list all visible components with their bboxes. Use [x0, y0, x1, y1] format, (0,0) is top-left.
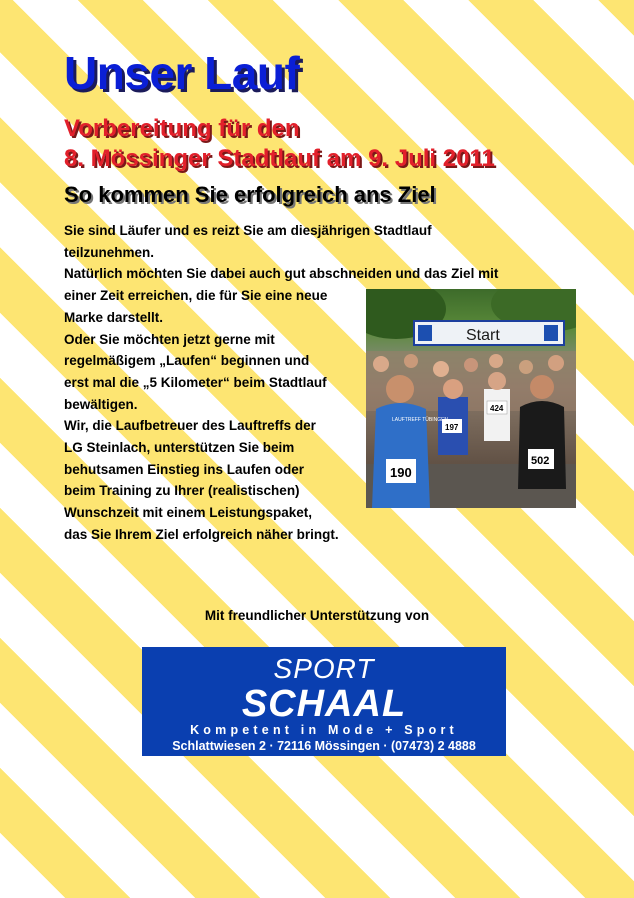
body-line: behutsamen Einstieg ins Laufen oder — [64, 461, 305, 477]
bank-logo-icon — [418, 325, 432, 341]
runners-photo — [366, 289, 576, 508]
runner-head — [530, 375, 554, 399]
bib-number: 424 — [490, 404, 504, 413]
body-line: Oder Sie möchten jetzt gerne mit — [64, 331, 275, 347]
subtitle-line-2: 8. Mössinger Stadtlauf am 9. Juli 2011 — [64, 145, 495, 172]
runner-head — [488, 372, 506, 390]
event-subtitle — [64, 114, 495, 174]
body-line: erst mal die „5 Kilometer“ beim Stadtlauf — [64, 374, 327, 390]
runners-photo-illustration — [366, 289, 576, 508]
body-line: Wir, die Laufbetreuer des Lauftreffs der — [64, 418, 316, 434]
support-text: Mit freundlicher Unterstützung von — [204, 608, 430, 623]
runner-head — [433, 361, 449, 377]
shirt-print: LAUFTREFF TÜBINGEN — [392, 417, 449, 423]
runner-head — [464, 358, 478, 372]
bib-number: 190 — [390, 465, 412, 480]
bib-number: 502 — [531, 455, 550, 467]
runner-head — [548, 355, 564, 371]
sponsor-ad — [142, 647, 506, 756]
runner-head — [443, 379, 463, 399]
body-line: Sie sind Läufer und es reizt Sie am diesjährigen Stadtlauf — [64, 223, 432, 238]
runner-head — [373, 356, 389, 372]
body-line: LG Steinlach, unterstützen Sie beim — [64, 440, 295, 456]
subtitle-line-1: Vorbereitung für den — [64, 115, 300, 142]
page-title: Unser Lauf — [64, 47, 300, 99]
body-line: bewältigen. — [64, 396, 138, 412]
body-line: das Sie Ihrem Ziel erfolgreich näher bringt. — [64, 526, 339, 542]
body-line: einer Zeit erreichen, die für Sie eine neue — [64, 288, 328, 304]
body-line: Wunschzeit mit einem Leistungspaket, — [64, 505, 313, 521]
sponsor-line-1: SPORT — [273, 653, 375, 684]
sponsor-name: SCHAAL — [241, 683, 407, 725]
body-line: teilzunehmen. — [64, 244, 155, 260]
body-line: Marke darstellt. — [64, 309, 164, 325]
start-banner-text: Start — [466, 327, 500, 344]
body-line: regelmäßigem „Laufen“ beginnen und — [64, 353, 310, 369]
body-line: Natürlich möchten Sie dabei auch gut abschneiden und das Ziel mit — [64, 266, 499, 282]
runner-head — [489, 354, 503, 368]
runner-head — [404, 354, 418, 368]
bib-number: 197 — [445, 423, 459, 432]
runner-shirt — [518, 401, 566, 489]
section-heading: So kommen Sie erfolgreich ans Ziel — [64, 182, 436, 207]
sponsor-address: Schlattwiesen 2 · 72116 Mössingen · (07473) 2 4888 — [172, 739, 476, 753]
bank-logo-icon — [544, 325, 558, 341]
sponsor-tagline: Kompetent in Mode + Sport — [190, 723, 458, 737]
body-line: beim Training zu Ihrer (realistischen) — [64, 483, 300, 499]
runner-shirt — [484, 389, 510, 441]
runner-head — [386, 375, 414, 403]
runner-head — [519, 360, 533, 374]
